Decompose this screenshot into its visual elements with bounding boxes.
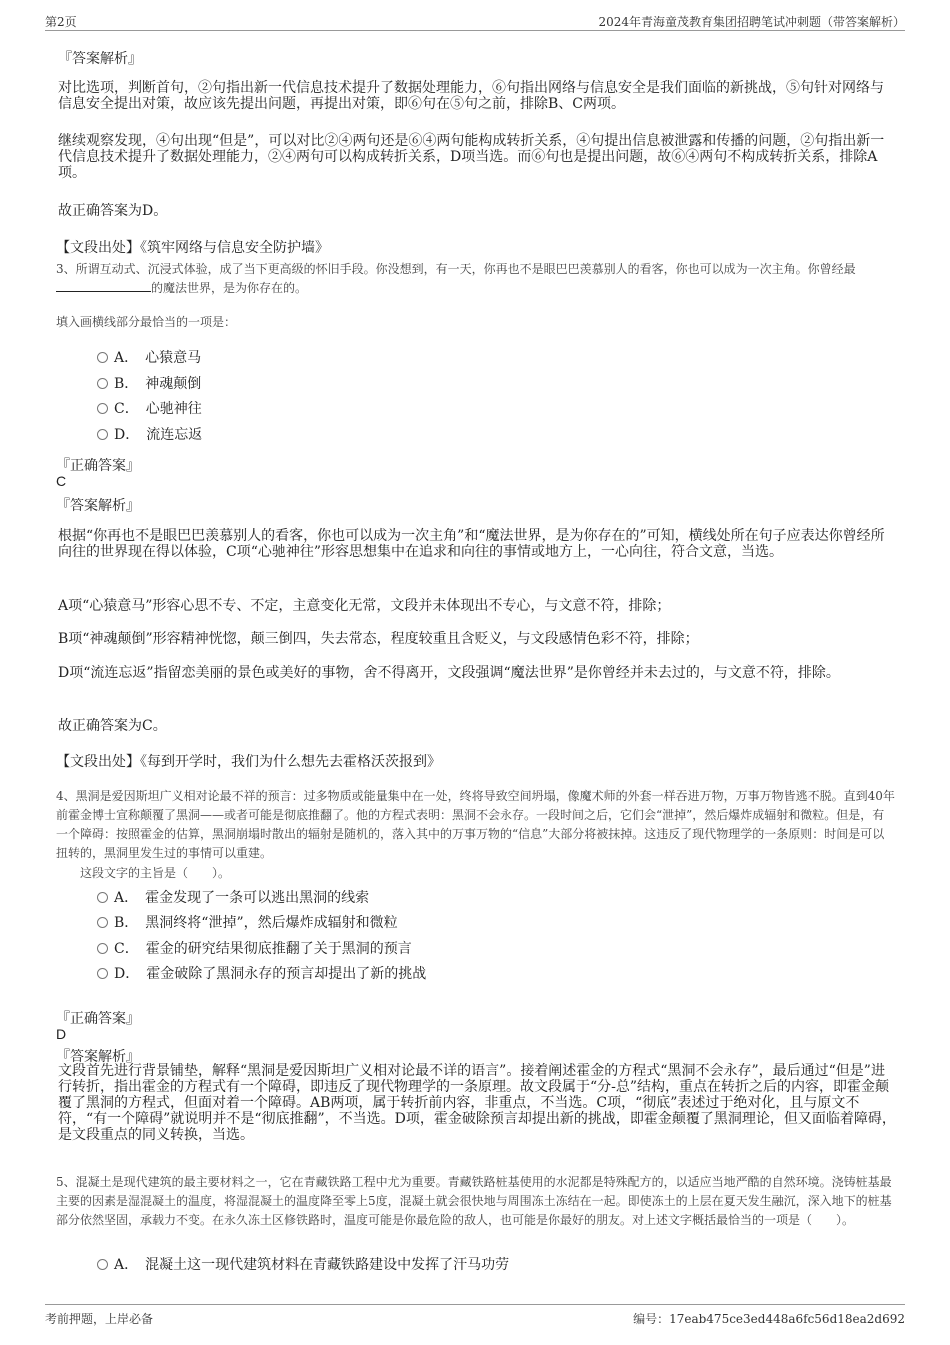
document-id: 编号：17eab475ce3ed448a6fc56d18ea2d692 [633, 1312, 905, 1326]
footer-slogan: 考前押题，上岸必备 [45, 1312, 154, 1326]
radio-button-icon[interactable] [97, 968, 108, 979]
q4-option-c[interactable]: C． 霍金的研究结果彻底推翻了关于黑洞的预言 [97, 940, 412, 958]
q3-option-b[interactable]: B． 神魂颠倒 [97, 375, 201, 393]
q4-option-d[interactable]: D． 霍金破除了黑洞永存的预言却提出了新的挑战 [97, 965, 426, 983]
page-footer [45, 1304, 905, 1327]
q3-source: 【文段出处】《每到开学时，我们为什么想先去霍格沃茨报到》 [56, 754, 441, 770]
q5-stem: 5、混凝土是现代建筑的最主要材料之一，它在青藏铁路工程中尤为重要。青藏铁路桩基使用的水泥都是特殊配方的，以适应当地严酷的自然环境。浇铸桩基最主要的因素是湿混凝土的温度，将湿混凝土的温度降至零上5度，混凝土就会很快地与周围冻土冻结在一起。即使冻土的上层在夏天发生融沉，深入地下的桩基部分依然坚固，承载力不变。在永久冻土区修铁路时，温度可能是你最危险的敌人，也可能是你最好的朋友。对上述文字概括最恰当的一项是（ ）。 [56, 1175, 892, 1227]
q4-answer-title: 『正确答案』 [56, 1011, 140, 1027]
document-title: 2024年青海童茂教育集团招聘笔试冲刺题（带答案解析） [598, 15, 905, 29]
q4-option-b[interactable]: B． 黑洞终将“泄掉”，然后爆炸成辐射和微粒 [97, 914, 398, 932]
radio-button-icon[interactable] [97, 892, 108, 903]
q3-answer: C [56, 473, 67, 489]
radio-button-icon[interactable] [97, 378, 108, 389]
radio-button-icon[interactable] [97, 943, 108, 954]
q4-prompt: 这段文字的主旨是（ ）。 [80, 866, 231, 880]
q2-analysis-title: 『答案解析』 [58, 51, 142, 67]
q4-analysis: 文段首先进行背景铺垫，解释“黑洞是爱因斯坦广义相对论最不详的语言”。接着阐述霍金的方程式“黑洞不会永存”，最后通过“但是”进行转折，指出霍金的方程式有一个障碍，即违反了现代物理学的一条原理。故文段属于“分-总”结构，重点在转折之后的内容，即霍金颠覆了黑洞的方程式，但面对着一个障碍。AB两项，属于转折前内容，非重点，不当选。C项，“彻底”表述过于绝对化，且与原文不符，“有一个障碍”就说明并不是“彻底推翻”，不当选。D项，霍金破除预言却提出新的挑战，即霍金颠覆了黑洞理论，但又面临着障碍，是文段重点的同义转换，当选。 [58, 1063, 896, 1143]
q2-analysis-para-1: 对比选项，判断首句，②句指出新一代信息技术提升了数据处理能力，⑥句指出网络与信息安全是我们面临的新挑战，⑤句针对网络与信息安全提出对策，故应该先提出问题，再提出对策，即⑥句在⑤句之前，排除B、C两项。 [58, 80, 884, 112]
q4-stem: 4、黑洞是爱因斯坦广义相对论最不祥的预言：过多物质或能量集中在一处，终将导致空间坍塌，像魔术师的外套一样吞进万物，万事万物皆逃不脱。直到40年前霍金博士宣称颠覆了黑洞——或者可能是彻底推翻了。他的方程式表明：黑洞不会永存。一段时间之后，它们会“泄掉”，然后爆炸成辐射和微粒。但是，有一个障碍：按照霍金的估算，黑洞崩塌时散出的辐射是随机的，落入其中的万事万物的“信息”大部分将被抹掉。这违反了现代物理学的一条原则：时间是可以扭转的，黑洞里发生过的事情可以重建。 [56, 789, 895, 860]
q3-prompt: 填入画横线部分最恰当的一项是： [56, 315, 237, 329]
q3-option-d[interactable]: D． 流连忘返 [97, 426, 202, 444]
fill-blank [56, 281, 151, 292]
q3-stem [56, 260, 896, 298]
q2-analysis-para-2: 继续观察发现，④句出现“但是”，可以对比②④两句还是⑥④两句能构成转折关系，④句提出信息被泄露和传播的问题，②句指出新一代信息技术提升了数据处理能力，②④两句可以构成转折关系，D项当选。而⑥句也是提出问题，故⑥④两句不构成转折关系，排除A项。 [58, 133, 885, 181]
radio-button-icon[interactable] [97, 1259, 108, 1270]
q3-option-c[interactable]: C． 心驰神往 [97, 400, 202, 418]
q3-analysis-title: 『答案解析』 [56, 498, 140, 514]
q4-answer: D [56, 1026, 67, 1042]
q3-analysis-para-3: B项“神魂颠倒”形容精神恍惚，颠三倒四，失去常态，程度较重且含贬义，与文段感情色彩不符，排除； [58, 631, 699, 647]
q3-analysis-para-1: 根据“你再也不是眼巴巴羡慕别人的看客，你也可以成为一次主角”和“魔法世界，是为你存在的”可知，横线处所在句子应表达你曾经所向往的世界现在得以体验，C项“心驰神往”形容思想集中在追求和向往的事情或地方上，一心向往，符合文意，当选。 [58, 528, 885, 560]
q3-stem-part1: 3、所谓互动式、沉浸式体验，成了当下更高级的怀旧手段。你没想到，有一天，你再也不是眼巴巴羡慕别人的看客，你也可以成为一次主角。你曾经最 [56, 262, 856, 276]
q2-analysis-conclusion: 故正确答案为D。 [58, 203, 168, 219]
q5-option-a[interactable]: A． 混凝土这一现代建筑材料在青藏铁路建设中发挥了汗马功劳 [97, 1256, 509, 1274]
q3-analysis-conclusion: 故正确答案为C。 [58, 718, 167, 734]
page-header [45, 10, 905, 31]
q3-option-a[interactable]: A． 心猿意马 [97, 349, 201, 367]
q3-answer-title: 『正确答案』 [56, 458, 140, 474]
q3-analysis-para-2: A项“心猿意马”形容心思不专、不定，主意变化无常，文段并未体现出不专心，与文意不符，排除； [58, 598, 671, 614]
q3-stem-part2: 的魔法世界，是为你存在的。 [151, 281, 308, 295]
radio-button-icon[interactable] [97, 917, 108, 928]
radio-button-icon[interactable] [97, 352, 108, 363]
q2-source: 【文段出处】《筑牢网络与信息安全防护墙》 [56, 240, 329, 256]
q4-analysis-title: 『答案解析』 [56, 1049, 140, 1065]
radio-button-icon[interactable] [97, 429, 108, 440]
q4-option-a[interactable]: A． 霍金发现了一条可以逃出黑洞的线索 [97, 889, 369, 907]
radio-button-icon[interactable] [97, 403, 108, 414]
q3-analysis-para-4: D项“流连忘返”指留恋美丽的景色或美好的事物，舍不得离开，文段强调“魔法世界”是你曾经并未去过的，与文意不符，排除。 [58, 665, 840, 681]
page-number: 第2页 [45, 15, 77, 29]
